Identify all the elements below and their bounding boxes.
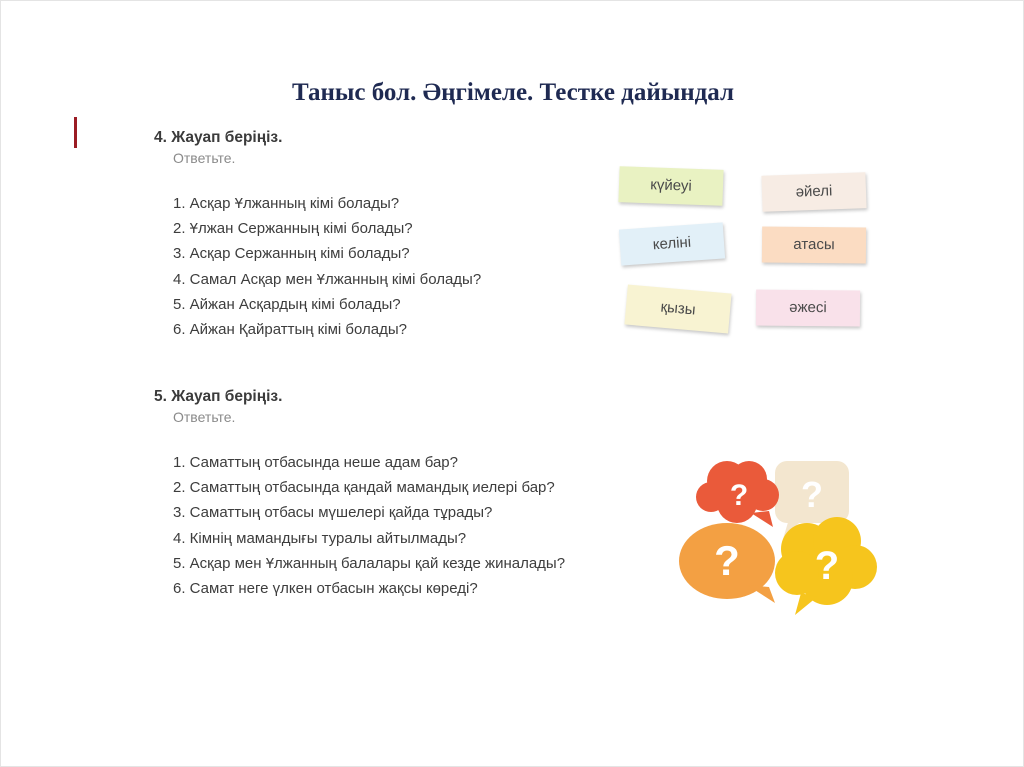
word-card-azhesi: әжесі [756,290,860,327]
question-item: 2. Ұлжан Сержанның кімі болады? [173,220,413,238]
question-mark-cream: ? [801,474,823,515]
section-4 [154,127,481,342]
word-card-kyzy: қызы [624,285,731,334]
question-item: 5. Асқар мен Ұлжанның балалары қай кезде жиналады? [173,554,566,572]
question-item: 1. Саматтың отбасында неше адам бар? [173,454,458,471]
section-4-question-list [154,191,481,342]
question-item: 1. Асқар Ұлжанның кімі болады? [173,195,400,212]
word-card-ayeli: әйелі [761,172,866,212]
section-5-question-list [154,450,565,601]
question-item: 3. Асқар Сержанның кімі болады? [173,245,410,263]
red-speech-bubble-icon [696,461,779,527]
section-4-subheading: Ответьте. [173,150,236,166]
word-card-kelini: келіні [619,222,725,265]
question-mark-yellow: ? [814,544,840,588]
section-5-subheading: Ответьте. [173,409,236,425]
word-card-kuyeui: күйеуі [618,166,723,206]
question-item: 3. Саматтың отбасы мүшелері қайда тұрады? [173,504,493,522]
section-5-heading: 5. Жауап беріңіз. [154,388,283,405]
question-mark-orange: ? [714,537,740,584]
question-mark-red: ? [729,479,749,512]
section-4-heading: 4. Жауап беріңіз. [154,129,283,146]
yellow-speech-bubble-icon [775,517,877,615]
question-item: 4. Кімнің мамандығы туралы айтылмады? [173,529,467,547]
question-item: 2. Саматтың отбасында қандай мамандық иелері бар? [173,479,555,497]
question-item: 6. Айжан Қайраттың кімі болады? [173,320,407,338]
question-bubbles-illustration [677,457,887,617]
question-item: 5. Айжан Асқардың кімі болады? [173,295,401,313]
accent-bar [74,117,77,148]
slide-title: Таныс бол. Әңгімеле. Тестке дайындал [291,79,735,106]
question-item: 6. Самат неге үлкен отбасын жақсы көреді? [173,579,478,597]
word-card-atasy: атасы [762,227,866,264]
question-item: 4. Самал Асқар мен Ұлжанның кімі болады? [173,270,482,288]
section-5 [154,386,565,601]
orange-speech-bubble-icon [679,523,775,603]
